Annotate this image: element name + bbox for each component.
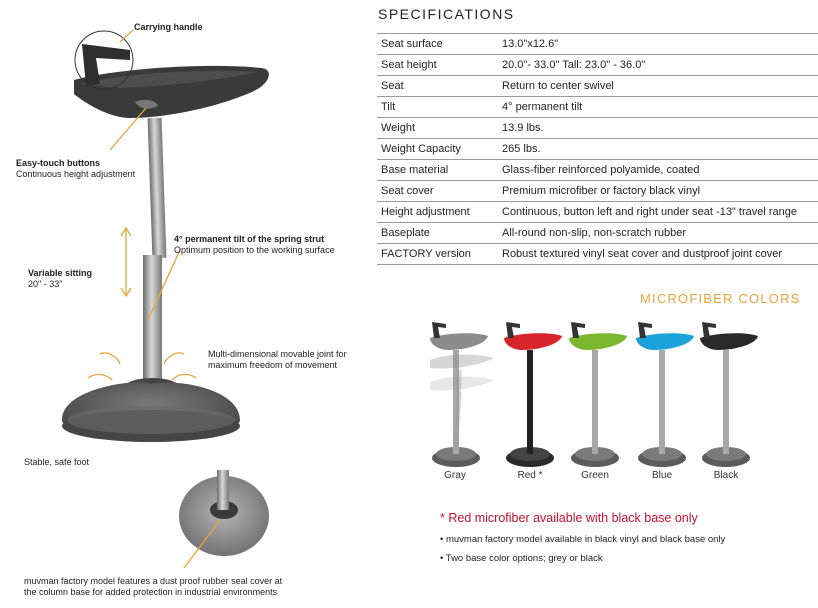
seat-shape xyxy=(74,44,269,118)
label-joint xyxy=(208,349,347,371)
table-row xyxy=(377,139,818,160)
table-row xyxy=(377,181,818,202)
color-stool xyxy=(569,322,627,467)
tilt-text: Optimum position to the working surface xyxy=(174,245,335,255)
label-tilt xyxy=(174,234,335,256)
table-row xyxy=(377,76,818,97)
joint-line1: Multi-dimensional movable joint for xyxy=(208,349,347,359)
spec-value: All-round non-slip, non-scratch rubber xyxy=(498,223,818,244)
tilt-ghost-stool xyxy=(430,377,494,451)
spec-key: Seat height xyxy=(377,55,498,76)
table-row xyxy=(377,55,818,76)
color-stool xyxy=(504,322,562,467)
table-row xyxy=(377,202,818,223)
spec-value: Robust textured vinyl seat cover and dustproof joint cover xyxy=(498,244,818,265)
color-label-black: Black xyxy=(713,470,739,481)
spec-key: Height adjustment xyxy=(377,202,498,223)
table-row xyxy=(377,34,818,55)
spec-key: Tilt xyxy=(377,97,498,118)
spec-value: Glass-fiber reinforced polyamide, coated xyxy=(498,160,818,181)
color-label-blue: Blue xyxy=(651,470,672,481)
spec-value: Premium microfiber or factory black vinyl xyxy=(498,181,818,202)
table-row xyxy=(377,160,818,181)
tilt-title: 4° permanent tilt of the spring strut xyxy=(174,234,325,244)
microfiber-colors-title: MICROFIBER COLORS xyxy=(640,291,801,306)
variable-title: Variable sitting xyxy=(28,268,93,278)
table-row xyxy=(377,244,818,265)
spec-value: Continuous, button left and right under seat -13" travel range xyxy=(498,202,818,223)
red-availability-note: * Red microfiber available with black base only xyxy=(440,511,698,525)
table-row xyxy=(377,223,818,244)
color-stool xyxy=(636,322,694,467)
color-stool xyxy=(700,322,758,467)
color-stools-illustration xyxy=(420,310,818,480)
spec-key: Seat cover xyxy=(377,181,498,202)
spec-value: 13.9 lbs. xyxy=(498,118,818,139)
spec-key: Baseplate xyxy=(377,223,498,244)
color-label-gray: Gray xyxy=(444,470,466,481)
spec-value: 265 lbs. xyxy=(498,139,818,160)
color-label-red: Red * xyxy=(517,470,543,481)
spec-key: FACTORY version xyxy=(377,244,498,265)
factory-line1: muvman factory model features a dust proof rubber seal cover at xyxy=(24,576,283,586)
spec-key: Weight Capacity xyxy=(377,139,498,160)
joint-line2: maximum freedom of movement xyxy=(208,360,338,370)
spec-value: 20.0"- 33.0" Tall: 23.0" - 36.0" xyxy=(498,55,818,76)
spec-key: Base material xyxy=(377,160,498,181)
factory-line2: the column base for added protection in industrial environments xyxy=(24,587,278,597)
tilt-ghost-stool xyxy=(430,355,494,451)
spec-key: Weight xyxy=(377,118,498,139)
table-row xyxy=(377,118,818,139)
specifications-title: SPECIFICATIONS xyxy=(378,6,515,22)
easy-touch-text: Continuous height adjustment xyxy=(16,169,136,179)
spec-value: 4° permanent tilt xyxy=(498,97,818,118)
spec-key: Seat surface xyxy=(377,34,498,55)
bullet-base-options: • Two base color options; grey or black xyxy=(440,553,603,564)
carrying-handle-title: Carrying handle xyxy=(134,22,203,32)
spec-value: 13.0"x12.6" xyxy=(498,34,818,55)
label-factory xyxy=(24,576,282,598)
easy-touch-title: Easy-touch buttons xyxy=(16,158,101,168)
label-carrying-handle xyxy=(134,22,203,33)
spec-key: Seat xyxy=(377,76,498,97)
variable-text: 20" - 33" xyxy=(28,279,63,289)
label-foot: Stable, safe foot xyxy=(24,457,90,467)
bullet-factory: • muvman factory model available in black vinyl and black base only xyxy=(440,534,726,545)
stool-diagram xyxy=(0,0,370,608)
label-variable-sitting xyxy=(28,268,92,290)
label-easy-touch xyxy=(16,158,135,180)
spec-value: Return to center swivel xyxy=(498,76,818,97)
color-label-green: Green xyxy=(581,470,609,481)
specifications-table xyxy=(377,33,818,265)
table-row xyxy=(377,97,818,118)
